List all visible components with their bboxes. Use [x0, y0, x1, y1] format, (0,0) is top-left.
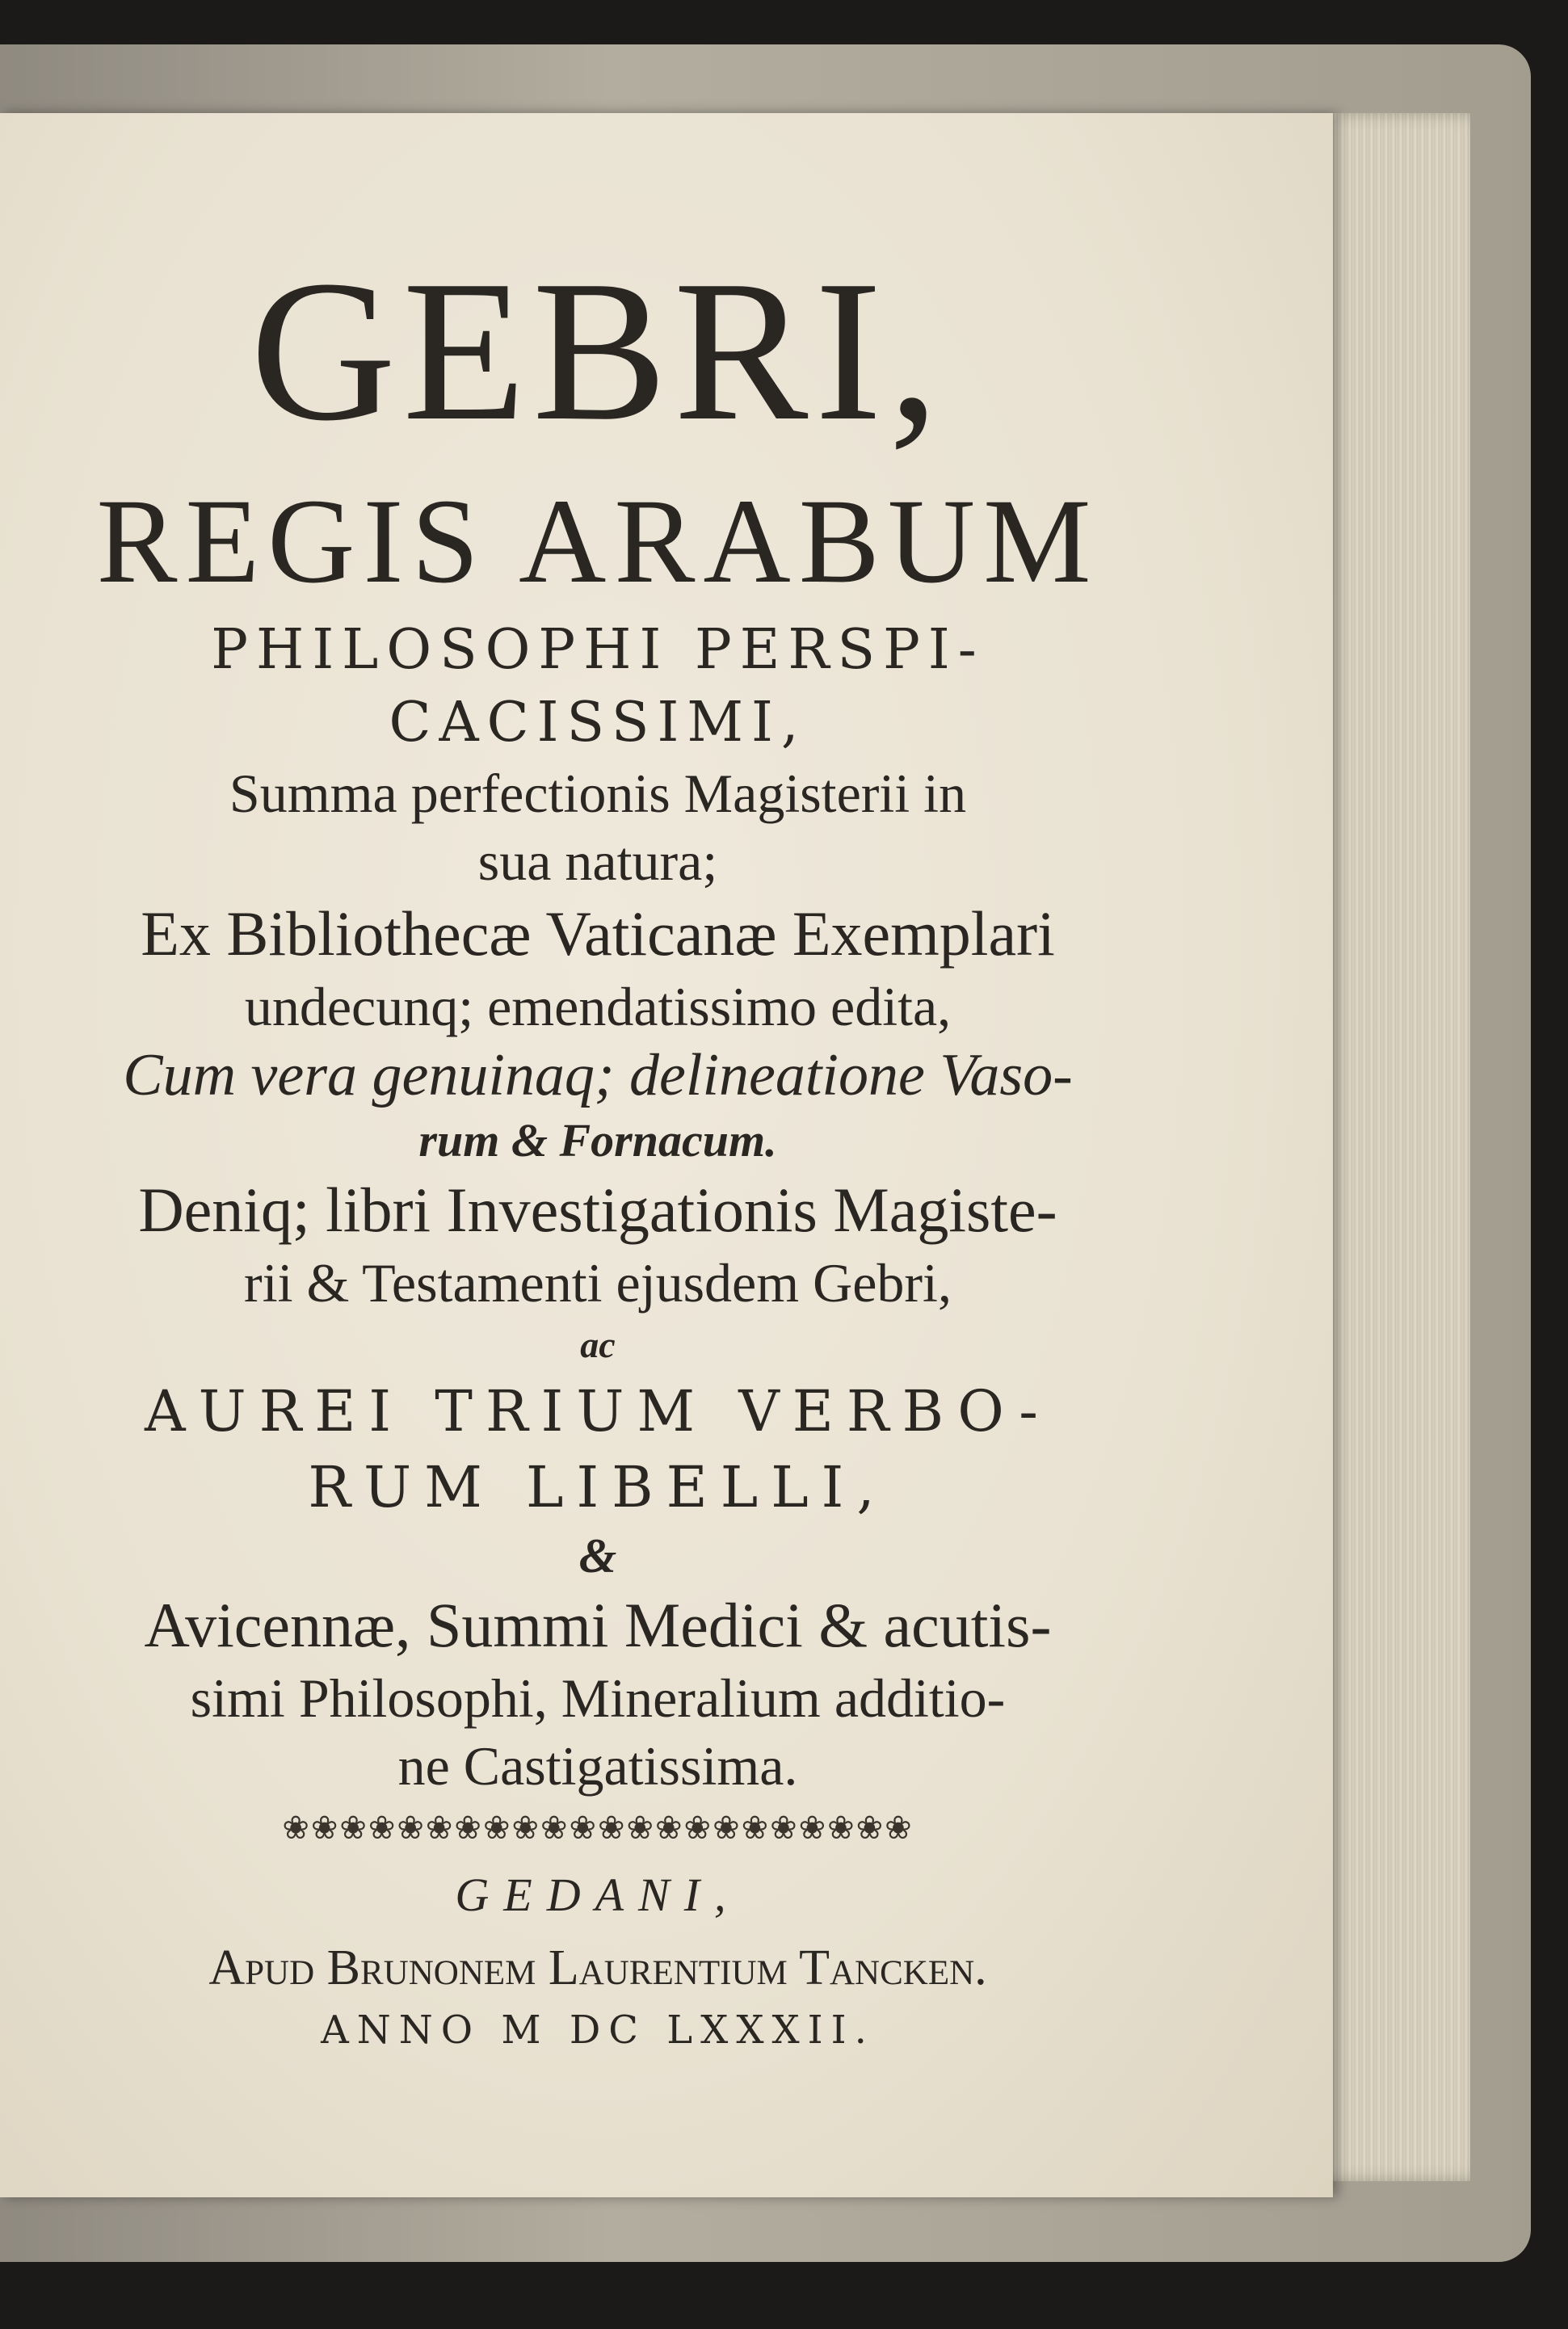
title-text-block: [48, 234, 1147, 2058]
line-deniq: Deniq; libri Investigationis Magiste-: [138, 1175, 1057, 1245]
line-aurei: AUREI TRIUM VERBO-: [145, 1378, 1051, 1444]
line-philosophi: PHILOSOPHI PERSPI-: [211, 618, 985, 682]
title-regis-arabum: REGIS ARABUM: [96, 474, 1099, 608]
line-et: &: [578, 1529, 617, 1583]
line-ex-bibliothecae: Ex Bibliothecæ Vaticanæ Exemplari: [141, 898, 1055, 969]
title-page: [0, 113, 1333, 2197]
line-avicennae: Avicennæ, Summi Medici & acutis-: [144, 1590, 1052, 1660]
line-rum-fornacum: rum & Fornacum.: [418, 1114, 777, 1167]
line-cacissimi: CACISSIMI,: [389, 691, 807, 755]
line-undecunq: undecunq; emendatissimo edita,: [244, 976, 952, 1037]
line-cum-vera: Cum vera genuinaq; delineatione Vaso-: [123, 1042, 1073, 1108]
ornament-rule: ❀❀❀❀❀❀❀❀❀❀❀❀❀❀❀❀❀❀❀❀❀❀: [282, 1810, 914, 1847]
line-ac: ac: [580, 1324, 616, 1365]
line-ne: ne Castigatissima.: [397, 1735, 798, 1797]
line-rii: rii & Testamenti ejusdem Gebri,: [244, 1252, 952, 1314]
imprint-anno: ANNO M DC LXXXII.: [321, 2007, 875, 2053]
imprint-gedani: GEDANI,: [455, 1869, 741, 1921]
line-rum-libelli: RUM LIBELLI,: [308, 1454, 888, 1520]
line-summa: Summa perfectionis Magisterii in: [229, 763, 967, 824]
line-sua-natura: sua natura;: [477, 830, 718, 892]
imprint-apud: Apud Brunonem Laurentium Tancken.: [208, 1940, 987, 1995]
page-edges: [1309, 113, 1470, 2181]
line-simi: simi Philosophi, Mineralium additio-: [190, 1667, 1006, 1729]
title-gebri: GEBRI,: [250, 239, 946, 463]
